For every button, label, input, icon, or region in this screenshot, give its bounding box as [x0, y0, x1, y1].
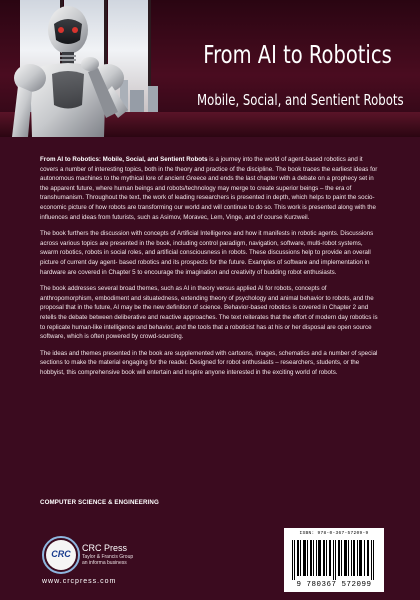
barcode-bars — [292, 540, 376, 580]
book-title: From AI to Robotics — [203, 40, 392, 69]
publisher-group — [82, 554, 133, 566]
description-paragraph-4: The ideas and themes presented in the book are supplemented with cartoons, images, schematics and a number of special sections to make the material engaging for the reader. Designed for robot enthusiasts – researchers, students, or the hobbyist, this comprehensive book will entertain and inspire anyone interested in the exciting world of robots. — [40, 349, 378, 376]
cover-image — [0, 0, 420, 137]
ean-number: 9 780367 572099 — [296, 581, 372, 589]
book-subtitle: Mobile, Social, and Sentient Robots — [197, 91, 404, 109]
isbn-number: ISBN: 978-0-367-57209-9 — [299, 531, 369, 536]
description-text: is a journey into the world of agent-based robotics and it covers a number of interesting topics, both in the theory and practice of the discipline. The book traces the earliest ideas for autonomous machines to the mythical lore of ancient Greece and ends the last chapter with a debate on a prophecy set in the apparent future, where human beings and robots/technology may merge to create superior beings – the era of transhumanism. Throughout the text, the work of leading researchers is presented in depth, which helps to paint the socio-economic picture of how robots are transforming our world and will continue to do so. This work is presented along with the influences and ideas from futurists, such as Asimov, Moravec, Lem, Vinge, and of course Kurzweil. — [40, 156, 378, 221]
publisher-group-line-2: an informa business — [82, 560, 127, 566]
description-paragraph-2: The book furthers the discussion with concepts of Artificial Intelligence and how it manifests in robotic agents. Discussions across various topics are presented in the book, including control paradigm, navigation, software, multi-robot systems, swarm robotics, robots in social roles, and artificial consciousness in robots. These discussions help to provide an overall picture of current day agent- based robotics and its prospects for the future. Examples of software and implementation in hardware are covered in Chapter 5 to encourage the imagination and creativity of budding robot enthusiasts. — [40, 230, 374, 276]
robot-illustration — [0, 0, 170, 137]
description-paragraph-3: The book addresses several broad themes, such as AI in theory versus applied AI for robots, concepts of anthropomorphism, embodiment and situatedness, extending theory of psychology and animal behavior to robots, and the proposal that in the future, AI may be the new definition of science. Behavior-based robotics is covered in Chapter 2 and retells the debate between deliberative and reactive approaches. The text reiterates that the effort of modern day robotics is to replicate human-like intelligence and behavior, and the tools that a roboticist has at his or her disposal are open source software, which is often powered by crowd-sourcing. — [40, 285, 378, 341]
publisher-group-line-1: Taylor & Francis Group — [82, 554, 134, 560]
description-paragraph-1 — [40, 155, 380, 222]
publisher-name: CRC Press — [82, 543, 128, 553]
crc-press-logo — [46, 540, 76, 570]
publisher-url: www.crcpress.com — [42, 578, 117, 585]
subject-category: COMPUTER SCIENCE & ENGINEERING — [40, 499, 159, 506]
barcode — [284, 528, 384, 592]
book-description — [40, 155, 380, 384]
crc-logo-text: CRC — [51, 549, 71, 559]
description-lead: From AI to Robotics: Mobile, Social, and Sentient Robots — [40, 156, 208, 163]
